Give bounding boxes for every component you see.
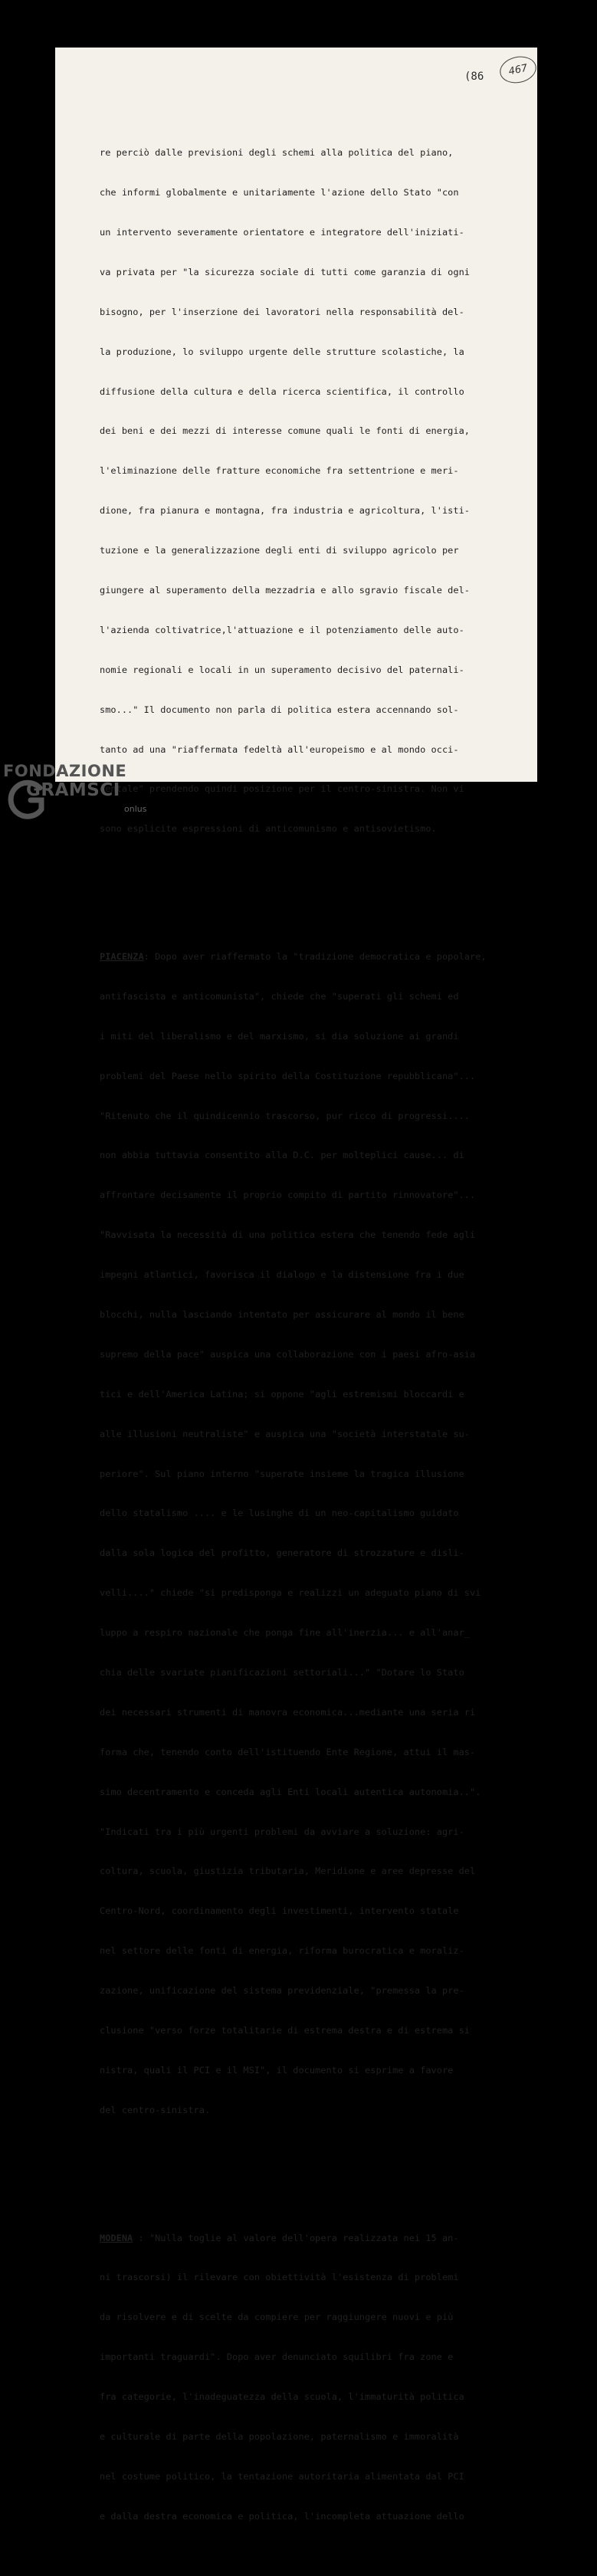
archive-stamp: 467: [497, 53, 539, 86]
logo-line-3: onlus: [124, 804, 147, 814]
text-line: e culturale di parte della popolazione, paternalismo e immoralità: [100, 2430, 459, 2442]
text-line: forma che, tenendo conto dell'istituendo Ente Regione, attui il mas-: [100, 1746, 476, 1757]
text-line: "Indicati tra i più urgenti problemi da avviare a soluzione: agri-: [100, 1826, 464, 1837]
text-line: impegni atlantici, favorisca il dialogo e la distensione fra i due: [100, 1269, 464, 1281]
text-line: Centro-Nord, coordinamento degli investimenti, intervento statale: [100, 1905, 459, 1917]
text-line: clusione "verso forze totalitarie di estrema destra e di estrema si: [100, 2025, 470, 2036]
text-line: [100, 2232, 533, 2245]
fondazione-gramsci-logo: [3, 762, 156, 823]
text-line: dentale" prendendo quindi posizione per il centro-sinistra. Non vi: [100, 783, 464, 795]
text-line: velli...." chiede "si predisponga e realizzi un adeguato piano di svi: [100, 1587, 481, 1599]
text-line: bisogno, per l'inserzione dei lavoratori nella responsabilità del-: [100, 306, 464, 317]
text-line: tici e dell'America Latina; si oppone "agli estremismi bloccardi e: [100, 1388, 464, 1400]
text-line: giungere al superamento della mezzadria e allo sgravio fiscale del-: [100, 584, 470, 596]
text-line: "Ritenuto che il quindicennio trascorso, pur ricco di progressi....: [100, 1110, 470, 1121]
section-heading-piacenza: PIACENZA: [100, 951, 144, 962]
text-line: dalla sola logica del profitto, generatore di strozzature e disli-: [100, 1547, 464, 1559]
text-line-rest: : "Nulla toglie al valore dell'opera realizzata nei 15 an-: [133, 2232, 459, 2243]
text-line: dei necessari strumenti di manovra economica...mediante una seria ri: [100, 1706, 476, 1718]
text-line: luppo a respiro nazionale che ponga fine all'inerzia... e all'anar_: [100, 1627, 470, 1639]
text-line: "Ravvisata la necessità di una politica estera che tenendo fede agli: [100, 1229, 476, 1241]
text-line: non abbia tuttavia consentito alla D.C. per molteplici cause... di: [100, 1150, 464, 1161]
logo-line-1: FONDAZIONE: [3, 762, 127, 780]
text-line: nel costume politico, la tentazione autoritaria alimentata dal PCI: [100, 2470, 464, 2482]
text-line: supremo della pace" auspica una collaborazione con i paesi afro-asia: [100, 1348, 476, 1360]
modena-paragraph: [100, 2205, 533, 2550]
text-line: dello statalismo .... e le lusinghe di un neo-capitalismo guidato: [100, 1508, 459, 1519]
text-line: diffusione della cultura e della ricerca scientifica, il controllo: [100, 386, 464, 397]
text-line: e dalla destra economica e politica, l'incompleta attuazione dello: [100, 2510, 464, 2522]
text-line: dione, fra pianura e montagna, fra industria e agricoltura, l'isti-: [100, 505, 470, 517]
text-line: simo decentramento e conceda agli Enti locali autentica autonomia..".: [100, 1786, 481, 1797]
text-line: i miti del liberalismo e del marxismo, si dia soluzione ai grandi: [100, 1030, 459, 1042]
text-line: [100, 950, 533, 963]
text-line: tuzione e la generalizzazione degli enti di sviluppo agricolo per: [100, 545, 459, 556]
text-line: re perciò dalle previsioni degli schemi alla politica del piano,: [100, 147, 454, 159]
text-line: va privata per "la sicurezza sociale di tutti come garanzia di ogni: [100, 266, 470, 277]
logo-line-2: GRAMSCI: [26, 780, 120, 800]
text-line: blocchi, nulla lasciando intentato per assicurare al mondo il bene: [100, 1309, 464, 1321]
page-number: (86: [464, 71, 484, 83]
text-line: affrontare decisamente il proprio compito di partito rinnovatore"...: [100, 1190, 476, 1201]
text-line: del centro-sinistra.: [100, 2104, 211, 2115]
text-line: nomie regionali e locali in un superamento decisivo del paternali-: [100, 664, 464, 675]
text-line: da risolvere e di scelte da compiere per raggiungere nuovi e più: [100, 2312, 454, 2323]
text-line: la produzione, lo sviluppo urgente delle strutture scolastiche, la: [100, 346, 464, 357]
intro-paragraph: [100, 120, 533, 863]
text-line: l'azienda coltivatrice,l'attuazione e il potenziamento delle auto-: [100, 624, 464, 635]
text-line: alle illusioni neutraliste" e auspica una "società interstatale su-: [100, 1428, 470, 1439]
document-body: [100, 94, 533, 2576]
text-line-rest: : Dopo aver riaffermato la "tradizione democratica e popolare,: [143, 951, 487, 962]
text-line: smo..." Il documento non parla di politica estera accennando sol-: [100, 704, 459, 715]
text-line: dei beni e dei mezzi di interesse comune quali le fonti di energia,: [100, 425, 470, 437]
text-line: fra categorie, l'inadeguatezza della scuola, l'immaturità politica: [100, 2391, 464, 2403]
text-line: zazione, unificazione del sistema previdenziale, "premessa la pre-: [100, 1985, 464, 1997]
section-heading-modena: MODENA: [100, 2232, 133, 2243]
text-line: importanti traguardi". Dopo aver denunciato squilibri fra zone e: [100, 2351, 454, 2363]
text-line: nel settore delle fonti di energia, riforma burocratica e moraliz-: [100, 1945, 464, 1957]
text-line: tanto ad una "riaffermata fedeltà all'europeismo e al mondo occi-: [100, 743, 459, 755]
text-line: problemi del Paese nello spirito della Costituzione repubblicana"...: [100, 1070, 476, 1081]
text-line: antifascista e anticomunista", chiede che "superati gli schemi ed: [100, 990, 459, 1002]
text-line: coltura, scuola, giustizia tributaria, Meridione e aree depresse del: [100, 1866, 476, 1877]
text-line: un intervento severamente orientatore e integratore dell'iniziati-: [100, 226, 464, 238]
text-line: sono esplicite espressioni di anticomunismo e antisovietismo.: [100, 823, 437, 835]
text-line: nistra, quali il PCI e il MSI", il documento si esprime a favore: [100, 2064, 454, 2076]
text-line: ni trascorsi) il rilevare con obiettività l'esistenza di problemi: [100, 2272, 459, 2283]
text-line: che informi globalmente e unitariamente l'azione dello Stato "con: [100, 187, 459, 199]
text-line: periore". Sul piano interno "superate insieme la tragica illusione: [100, 1468, 464, 1479]
text-line: l'eliminazione delle fratture economiche fra settentrione e meri-: [100, 465, 459, 477]
text-line: chia delle svariate pianificazioni settoriali..." "Dotare lo Stato: [100, 1667, 464, 1679]
piacenza-paragraph: [100, 924, 533, 2143]
